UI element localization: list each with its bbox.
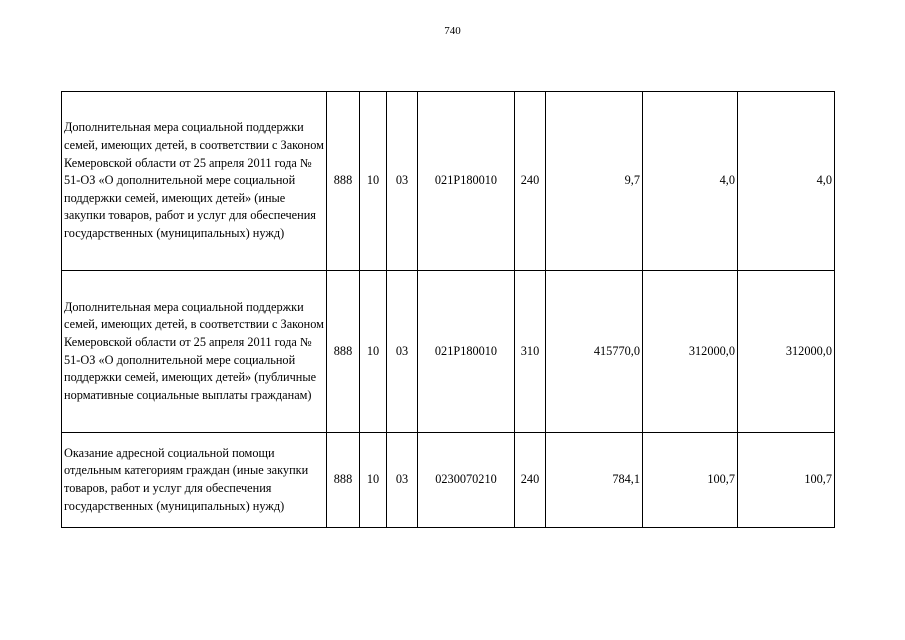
row-amount-1: 9,7	[546, 92, 643, 271]
row-expense-type: 240	[515, 433, 546, 528]
row-amount-2: 100,7	[643, 433, 738, 528]
row-department-code: 888	[327, 433, 360, 528]
table-row	[62, 92, 835, 271]
row-section-code: 10	[360, 92, 387, 271]
row-description: Дополнительная мера социальной поддержки семей, имеющих детей, в соответствии с Законом Кемеровской области от 25 апреля 2011 года № 51-ОЗ «О дополнительной мере социальной поддержки семей, имеющих детей» (публичные нормативные социальные выплаты гражданам)	[62, 271, 327, 433]
row-department-code: 888	[327, 92, 360, 271]
page-number: 740	[444, 25, 461, 37]
row-amount-1: 415770,0	[546, 271, 643, 433]
table-row	[62, 271, 835, 433]
row-amount-3: 100,7	[738, 433, 835, 528]
row-description: Оказание адресной социальной помощи отдельным категориям граждан (иные закупки товаров, работ и услуг для обеспечения государственных (муниципальных) нужд)	[62, 433, 327, 528]
row-amount-3: 312000,0	[738, 271, 835, 433]
row-amount-2: 4,0	[643, 92, 738, 271]
row-subsection-code: 03	[387, 92, 418, 271]
row-subsection-code: 03	[387, 271, 418, 433]
row-amount-3: 4,0	[738, 92, 835, 271]
row-section-code: 10	[360, 271, 387, 433]
row-subsection-code: 03	[387, 433, 418, 528]
table-row	[62, 433, 835, 528]
row-target-article: 021Р180010	[418, 271, 515, 433]
row-amount-2: 312000,0	[643, 271, 738, 433]
row-department-code: 888	[327, 271, 360, 433]
row-target-article: 0230070210	[418, 433, 515, 528]
row-expense-type: 310	[515, 271, 546, 433]
row-amount-1: 784,1	[546, 433, 643, 528]
row-expense-type: 240	[515, 92, 546, 271]
budget-table	[61, 91, 835, 528]
row-section-code: 10	[360, 433, 387, 528]
row-description: Дополнительная мера социальной поддержки семей, имеющих детей, в соответствии с Законом Кемеровской области от 25 апреля 2011 года № 51-ОЗ «О дополнительной мере социальной поддержки семей, имеющих детей» (иные закупки товаров, работ и услуг для обеспечения государственных (муниципальных) нужд)	[62, 92, 327, 271]
row-target-article: 021Р180010	[418, 92, 515, 271]
